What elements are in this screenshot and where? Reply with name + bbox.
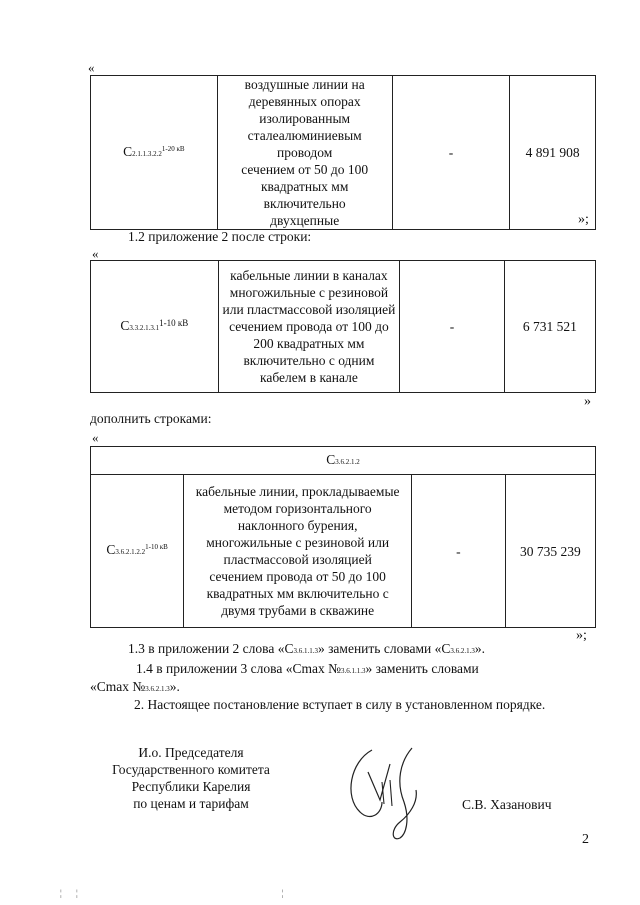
code-base: С <box>120 317 130 333</box>
text-part: 1.3 в приложении 2 слова «С <box>128 641 294 656</box>
table-2 <box>90 260 596 393</box>
desc-line: двумя трубами в скважине <box>221 603 375 618</box>
scan-specks: ¦ ¦ ¦ <box>60 888 290 898</box>
text-part: ». <box>169 679 180 694</box>
signer-name: С.В. Хазанович <box>462 797 552 812</box>
code-cell <box>91 76 218 230</box>
text-part: «Cmax № <box>90 679 146 694</box>
dash-cell: - <box>412 475 506 628</box>
quote-close-1: »; <box>578 212 589 227</box>
desc-line: сечением от 50 до 100 <box>241 162 369 177</box>
supplement-text: дополнить строками: <box>90 411 212 426</box>
code-sub: 2.1.1.3.2.2 <box>132 149 162 158</box>
value-cell: 30 735 239 <box>505 475 595 628</box>
signer-title-line: И.о. Председателя <box>138 745 244 760</box>
paragraph-1-4-line-2 <box>90 678 180 698</box>
table-3 <box>90 446 596 628</box>
paragraph-1-2: 1.2 приложение 2 после строки: <box>128 229 312 244</box>
desc-line: квадратных мм включительно с <box>206 586 389 601</box>
quote-close-3: »; <box>576 628 587 643</box>
desc-line: многожильные с резиновой или <box>206 535 390 550</box>
dash-cell: - <box>400 261 504 393</box>
code-sub: 3.3.2.1.3.1 <box>129 323 160 332</box>
desc-line: квадратных мм включительно <box>260 179 349 211</box>
desc-line: деревянных опорах <box>248 94 361 109</box>
desc-line: сечением провода от 50 до 100 <box>209 569 386 584</box>
text-sub: 3.6.2.1.3 <box>450 647 475 655</box>
table-row <box>91 76 596 230</box>
table-1 <box>90 75 596 230</box>
description-cell <box>217 76 392 230</box>
desc-line: или пластмассовой изоляцией <box>222 302 396 317</box>
desc-line: пластмассовой изоляцией <box>223 552 372 567</box>
text-part: 1.4 в приложении 3 слова «Cmax № <box>136 661 341 676</box>
code-base: С <box>123 143 133 159</box>
text-sub: 3.6.1.1.3 <box>340 667 366 675</box>
code-cell <box>91 475 184 628</box>
paragraph-1-4-line-1 <box>136 660 598 680</box>
code-base: С <box>106 542 116 557</box>
text-sub: 3.6.2.1.3 <box>145 685 170 693</box>
desc-line: двухцепные <box>270 213 340 228</box>
table-row <box>91 475 596 628</box>
table-header-row <box>91 447 596 475</box>
desc-line: кабельные линии, прокладываемые <box>195 484 400 499</box>
signer-title-line: Государственного комитета <box>112 762 270 777</box>
text-part: » заменить словами «С <box>317 641 451 656</box>
desc-line: кабельные линии в каналах <box>230 268 388 283</box>
desc-line: включительно с одним <box>243 353 375 368</box>
desc-line: сталеалюминиевым проводом <box>247 128 362 160</box>
code-sup: 1-20 кВ <box>161 144 185 153</box>
code-sub: 3.6.2.1.2.2 <box>115 548 146 556</box>
text-part: ». <box>474 641 486 656</box>
desc-line: методом горизонтального <box>223 501 372 516</box>
desc-line: 200 квадратных мм <box>253 336 365 351</box>
paragraph-2: 2. Настоящее постановление вступает в силу в установленном порядке. <box>134 697 546 712</box>
value-cell: 4 891 908 <box>510 76 596 230</box>
table-row <box>91 261 596 393</box>
desc-line: многожильные с резиновой <box>229 285 389 300</box>
quote-open-2: « <box>92 246 99 261</box>
desc-line: наклонного бурения, <box>237 518 358 533</box>
dash-cell: - <box>392 76 509 230</box>
paragraph-1-3 <box>128 640 485 660</box>
description-cell <box>218 261 400 393</box>
description-cell <box>184 475 412 628</box>
quote-open-3: « <box>92 430 99 445</box>
desc-line: воздушные линии на <box>244 77 365 92</box>
handwritten-signature <box>330 742 440 842</box>
code-cell <box>91 261 219 393</box>
desc-line: кабелем в канале <box>260 370 358 385</box>
signer-title-line: Республики Карелия <box>131 779 251 794</box>
quote-close-2: » <box>584 394 591 409</box>
signer-title <box>96 744 286 812</box>
signer-title-line: по ценам и тарифам <box>133 796 249 811</box>
section-header-cell <box>91 447 596 475</box>
header-code-sub: 3.6.2.1.2 <box>335 457 360 466</box>
code-sup: 1-10 кВ <box>145 543 168 551</box>
quote-open-1: « <box>88 60 95 75</box>
text-sub: 3.6.1.1.3 <box>293 647 318 655</box>
desc-line: изолированным <box>259 111 351 126</box>
header-code-base: С <box>326 451 336 467</box>
code-sup: 1-10 кВ <box>159 317 189 328</box>
desc-line: сечением провода от 100 до <box>229 319 389 334</box>
text-part: » заменить словами <box>365 661 479 676</box>
value-cell: 6 731 521 <box>504 261 595 393</box>
page-number: 2 <box>582 832 589 847</box>
